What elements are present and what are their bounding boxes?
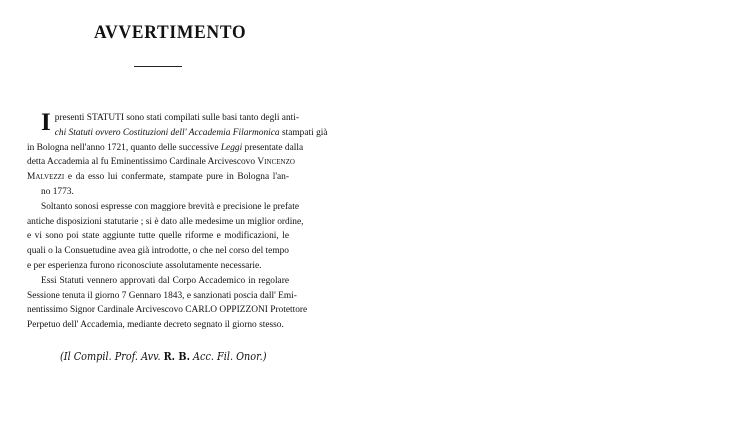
compiler-signature	[60, 350, 271, 363]
paragraph-2-line: Soltanto sonosi espresse con maggiore brevità e precisione le prefate	[41, 201, 299, 212]
title-divider	[134, 66, 182, 67]
paragraph-1-line: chi Statuti ovvero Costituzioni dell' Accademia Filarmonica stampati già	[54, 127, 328, 138]
paragraph-3-line: Perpetuo dell' Accademia, mediante decreto segnato il giorno stesso.	[27, 320, 284, 331]
paragraph-2-line: e vi sono poi state aggiunte tutte quelle riforme e modificazioni, le	[27, 231, 289, 242]
paragraph-1-line: in Bologna nell'anno 1721, quanto delle successive Leggi presentate dalla	[27, 142, 304, 153]
paragraph-1-line: Malvezzi e da esso lui confermate, stampate pure in Bologna l'an-	[27, 172, 289, 183]
paragraph-2-line: antiche disposizioni statutarie ; si è dato alle medesime un miglior ordine,	[27, 216, 304, 227]
paragraph-3-line: Essi Statuti vennero approvati dal Corpo Accademico in regolare	[41, 275, 289, 286]
document-body	[27, 109, 328, 333]
paragraph-1-line: presenti STATUTI sono stati compilati sulle basi tanto degli anti-	[54, 113, 299, 123]
signature-prefix: (Il Compil. Prof. Avv.	[60, 350, 164, 363]
drop-cap: I	[41, 109, 51, 136]
paragraph-1-line: detta Accademia al fu Eminentissimo Cardinale Arcivescovo Vincenzo	[27, 157, 295, 168]
paragraph-2-line: quali o la Consuetudine avea già introdotte, o che nel corso del tempo	[27, 246, 289, 257]
paragraph-3-line: nentissimo Signor Cardinale Arcivescovo CARLO OPPIZZONI Protettore	[27, 305, 308, 316]
paragraph-2-line: e per esperienza furono riconosciute assolutamente necessarie.	[27, 260, 262, 271]
paragraph-3-line: Sessione tenuta il giorno 7 Gennaro 1843, e sanzionati poscia dall' Emi-	[27, 290, 297, 301]
paragraph-1-line: no 1773.	[41, 186, 74, 197]
paragraph-2	[27, 200, 304, 274]
page-title: AVVERTIMENTO	[94, 22, 247, 43]
paragraph-3	[27, 274, 308, 333]
signature-initials: R. B.	[163, 350, 190, 363]
signature-suffix: Acc. Fil. Onor.)	[189, 350, 267, 363]
paragraph-1	[27, 109, 328, 200]
